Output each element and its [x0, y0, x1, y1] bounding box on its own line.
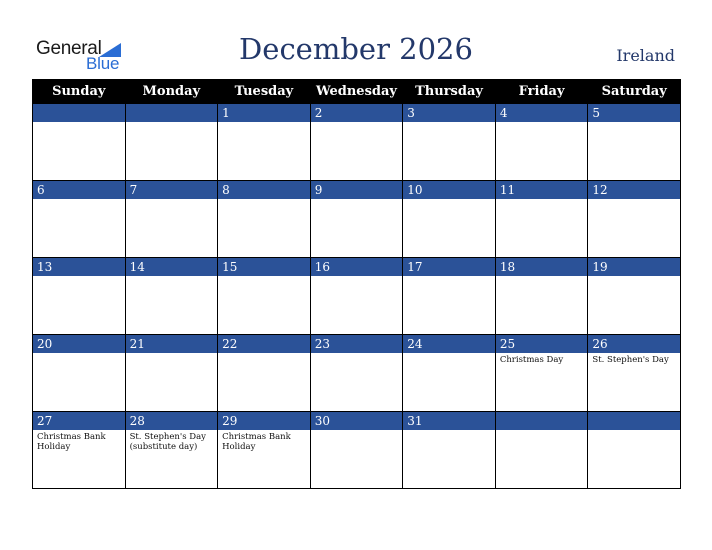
weekday-header: Sunday [33, 80, 126, 104]
day-number: 23 [311, 335, 403, 353]
day-number [588, 412, 680, 430]
calendar-body [33, 104, 681, 489]
weekday-header-row [33, 80, 681, 104]
day-number: 22 [218, 335, 310, 353]
day-cell [403, 412, 496, 489]
day-number: 29 [218, 412, 310, 430]
week-row [33, 104, 681, 181]
day-cell [588, 104, 681, 181]
day-number: 18 [496, 258, 588, 276]
day-cell [218, 104, 311, 181]
day-cell [310, 104, 403, 181]
day-cell [310, 181, 403, 258]
day-number: 13 [33, 258, 125, 276]
day-number: 12 [588, 181, 680, 199]
day-cell [33, 181, 126, 258]
day-number: 14 [126, 258, 218, 276]
day-number: 27 [33, 412, 125, 430]
day-number: 21 [126, 335, 218, 353]
day-cell [495, 258, 588, 335]
day-number: 2 [311, 104, 403, 122]
calendar-grid [32, 79, 681, 489]
day-number: 19 [588, 258, 680, 276]
day-number: 20 [33, 335, 125, 353]
day-cell [33, 258, 126, 335]
day-cell [33, 335, 126, 412]
day-cell [125, 181, 218, 258]
day-cell [218, 335, 311, 412]
day-cell [403, 181, 496, 258]
holiday-label: Christmas Day [499, 355, 564, 365]
day-cell [33, 412, 126, 489]
day-number: 25 [496, 335, 588, 353]
day-number: 7 [126, 181, 218, 199]
day-number [126, 104, 218, 122]
week-row [33, 412, 681, 489]
day-cell [495, 104, 588, 181]
day-number: 1 [218, 104, 310, 122]
day-number: 5 [588, 104, 680, 122]
day-cell [403, 258, 496, 335]
weekday-header: Monday [125, 80, 218, 104]
holiday-label: St. Stephen's Day (substitute day) [129, 432, 206, 452]
weekday-header: Thursday [403, 80, 496, 104]
weekday-header: Saturday [588, 80, 681, 104]
day-number: 31 [403, 412, 495, 430]
day-cell [125, 258, 218, 335]
day-cell [310, 258, 403, 335]
holiday-label: Christmas Bank Holiday [222, 432, 291, 452]
weekday-header: Friday [495, 80, 588, 104]
day-number: 4 [496, 104, 588, 122]
week-row [33, 335, 681, 412]
day-cell [218, 412, 311, 489]
logo-blue-text: Blue [86, 54, 120, 73]
day-cell [125, 412, 218, 489]
day-number: 6 [33, 181, 125, 199]
day-cell [33, 104, 126, 181]
day-number: 16 [311, 258, 403, 276]
day-cell [495, 181, 588, 258]
logo-general-text: General [36, 38, 102, 59]
day-number: 30 [311, 412, 403, 430]
day-number: 15 [218, 258, 310, 276]
holiday-label: St. Stephen's Day [592, 355, 669, 365]
day-cell [218, 181, 311, 258]
day-cell [588, 258, 681, 335]
day-number: 10 [403, 181, 495, 199]
day-number: 28 [126, 412, 218, 430]
day-cell [588, 335, 681, 412]
day-cell [588, 412, 681, 489]
day-cell [125, 335, 218, 412]
day-number: 8 [218, 181, 310, 199]
day-cell [310, 335, 403, 412]
day-cell [403, 104, 496, 181]
country-label: Ireland [616, 46, 675, 65]
day-cell [218, 258, 311, 335]
day-number: 26 [588, 335, 680, 353]
week-row [33, 258, 681, 335]
day-number: 9 [311, 181, 403, 199]
week-row [33, 181, 681, 258]
day-number: 17 [403, 258, 495, 276]
day-cell [125, 104, 218, 181]
day-cell [495, 412, 588, 489]
day-number: 3 [403, 104, 495, 122]
day-cell [495, 335, 588, 412]
weekday-header: Wednesday [310, 80, 403, 104]
day-cell [588, 181, 681, 258]
day-number: 24 [403, 335, 495, 353]
holiday-label: Christmas Bank Holiday [37, 432, 106, 452]
day-number [33, 104, 125, 122]
day-cell [403, 335, 496, 412]
weekday-header: Tuesday [218, 80, 311, 104]
day-cell [310, 412, 403, 489]
day-number: 11 [496, 181, 588, 199]
day-number [496, 412, 588, 430]
calendar-title: December 2026 [239, 32, 473, 66]
